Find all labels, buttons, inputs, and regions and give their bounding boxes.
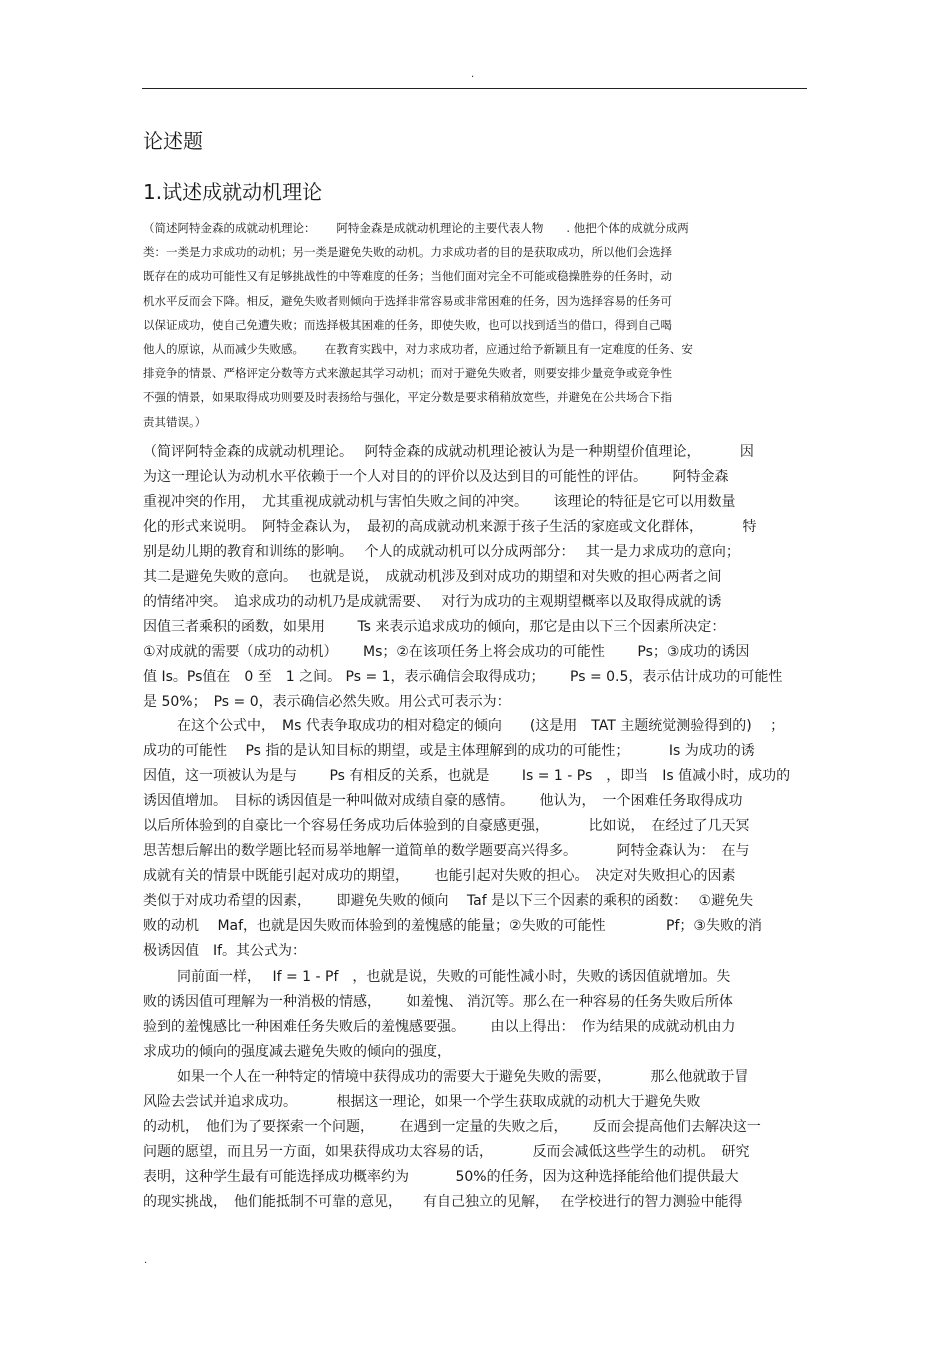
text-line: 责其错误。） (143, 414, 207, 429)
text-line: （简述阿特金森的成就动机理论： 阿特金森是成就动机理论的主要代表人物 . 他把个体的成就分成两 (143, 221, 689, 235)
section-title: 论述题 (143, 129, 203, 153)
failure-incentive-paragraph (143, 965, 808, 1065)
text-line: 为这一理论认为动机水平依赖于一个人对目的的评价以及达到目的可能性的评估。 阿特金森 (143, 469, 729, 485)
text-line: 的现实挑战， 他们能抵制不可靠的意见， 有自己独立的见解， 在学校进行的智力测验中能得 (143, 1194, 743, 1210)
text-line: 在这个公式中， Ms 代表争取成功的相对稳定的倾向 (这是用 TAT 主题统觉测验得到的) ； (177, 718, 785, 734)
text-line: 成功的可能性 Ps 指的是认知目标的期望，或是主体理解到的成功的可能性； Is 为成功的诱 (143, 743, 755, 759)
text-line: 重视冲突的作用， 尤其重视成就动机与害怕失败之间的冲突。 该理论的特征是它可以用数量 (143, 494, 736, 510)
text-line: 别是幼儿期的教育和训练的影响。 个人的成就动机可以分成两部分： 其一是力求成功的意向； (143, 544, 740, 560)
text-line: 如果一个人在一种特定的情境中获得成功的需要大于避免失败的需要， 那么他就敢于冒 (177, 1069, 749, 1085)
text-line: 极诱因值 If。其公式为： (143, 943, 307, 959)
text-line: （简评阿特金森的成就动机理论。 阿特金森的成就动机理论被认为是一种期望价值理论， 因 (143, 444, 754, 460)
text-line: ①对成就的需要（成功的动机） Ms；②在该项任务上将会成功的可能性 Ps；③成功的诱因 (143, 644, 750, 660)
text-line: 的动机， 他们为了要探索一个问题， 在遇到一定量的失败之后， 反而会提高他们去解决这一 (143, 1119, 761, 1135)
text-line: 因值，这一项被认为是与 Ps 有相反的关系，也就是 Is = 1 - Ps ，即当 Is 值减小时，成功的 (143, 768, 791, 784)
text-line: 求成功的倾向的强度减去避免失败的倾向的强度， (143, 1044, 451, 1060)
text-line: 以保证成功，使自己免遭失败；而选择极其困难的任务，即使失败，也可以找到适当的借口，得到自己喝 (143, 317, 672, 332)
review-paragraph (143, 440, 808, 715)
text-line: 败的动机 Maf，也就是因失败而体验到的羞愧感的能量；②失败的可能性 Pf；③失败的消 (143, 918, 762, 934)
conclusion-paragraph (143, 1065, 808, 1215)
text-line: 风险去尝试并追求成功。 根据这一理论，如果一个学生获取成就的动机大于避免失败 (143, 1094, 701, 1110)
text-line: 问题的愿望，而且另一方面，如果获得成功太容易的话， 反而会减低这些学生的动机。 研究 (143, 1144, 750, 1160)
text-line: 类似于对成功希望的因素， 即避免失败的倾向 Taf 是以下三个因素的乘积的函数： ①避免失 (143, 893, 754, 909)
brief-paragraph (143, 216, 808, 434)
text-line: 是 50%； Ps = 0，表示确信必然失败。用公式可表示为： (143, 694, 511, 710)
text-line: 他人的原谅，从而减少失败感。 在教育实践中，对力求成功者，应通过给予新颖且有一定难度的任务、安 (143, 342, 693, 357)
text-line: 表明，这种学生最有可能选择成功概率约为 50%的任务，因为这种选择能给他们提供最大 (143, 1169, 739, 1185)
header-mark: . (471, 69, 475, 80)
text-line: 类：一类是力求成功的动机；另一类是避免失败的动机。力求成功者的目的是获取成功，所以他们会选择 (143, 245, 672, 260)
text-line: 其二是避免失败的意向。 也就是说， 成就动机涉及到对成功的期望和对失败的担心两者之间 (143, 569, 722, 585)
text-line: 不强的情景，如果取得成功则要及时表扬给与强化，平定分数是要求稍稍放宽些，并避免在公共场合下指 (143, 390, 672, 405)
text-line: 因值三者乘积的函数，如果用 Ts 来表示追求成功的倾向，那它是由以下三个因素所决定： (143, 619, 726, 635)
text-line: 化的形式来说明。 阿特金森认为， 最初的高成就动机来源于孩子生活的家庭或文化群体， 特 (143, 519, 757, 535)
text-line: 同前面一样， If = 1 - Pf ，也就是说，失败的可能性减小时，失败的诱因值就增加。失 (177, 969, 731, 985)
text-line: 机水平反而会下降。相反，避免失败者则倾向于选择非常容易或非常困难的任务，因为选择容易的任务可 (143, 293, 672, 308)
text-line: 排竞争的情景、严格评定分数等方式来激起其学习动机；而对于避免失败者，则要安排少量竞争或竞争性 (143, 366, 672, 381)
text-line: 思苦想后解出的数学题比轻而易举地解一道简单的数学题要高兴得多。 阿特金森认为： 在与 (143, 843, 750, 859)
text-line: 值 Is。Ps值在 0 至 1 之间。 Ps = 1，表示确信会取得成功； Ps = 0.5，表示估计成功的可能性 (143, 669, 783, 685)
text-line: 的情绪冲突。 追求成功的动机乃是成就需要、 对行为成功的主观期望概率以及取得成就的诱 (143, 594, 722, 610)
header-rule (142, 88, 807, 89)
text-line: 既存在的成功可能性又有足够挑战性的中等难度的任务；当他们面对完全不可能或稳操胜券的任务时，动 (143, 269, 672, 284)
text-line: 败的诱因值可理解为一种消极的情感， 如羞愧、 消沉等。那么在一种容易的任务失败后所体 (143, 994, 733, 1010)
question-title: 1.试述成就动机理论 (143, 180, 323, 204)
text-line: 诱因值增加。 目标的诱因值是一种叫做对成绩自豪的感情。 他认为， 一个困难任务取得成功 (143, 793, 743, 809)
formula-explanation-paragraph (143, 714, 808, 964)
footer-mark: . (144, 1255, 148, 1266)
text-line: 验到的羞愧感比一种困难任务失败后的羞愧感要强。 由以上得出： 作为结果的成就动机由力 (143, 1019, 736, 1035)
text-line: 以后所体验到的自豪比一个容易任务成功后体验到的自豪感更强， 比如说， 在经过了几天冥 (143, 818, 750, 834)
text-line: 成就有关的情景中既能引起对成功的期望， 也能引起对失败的担心。 决定对失败担心的因素 (143, 868, 736, 884)
